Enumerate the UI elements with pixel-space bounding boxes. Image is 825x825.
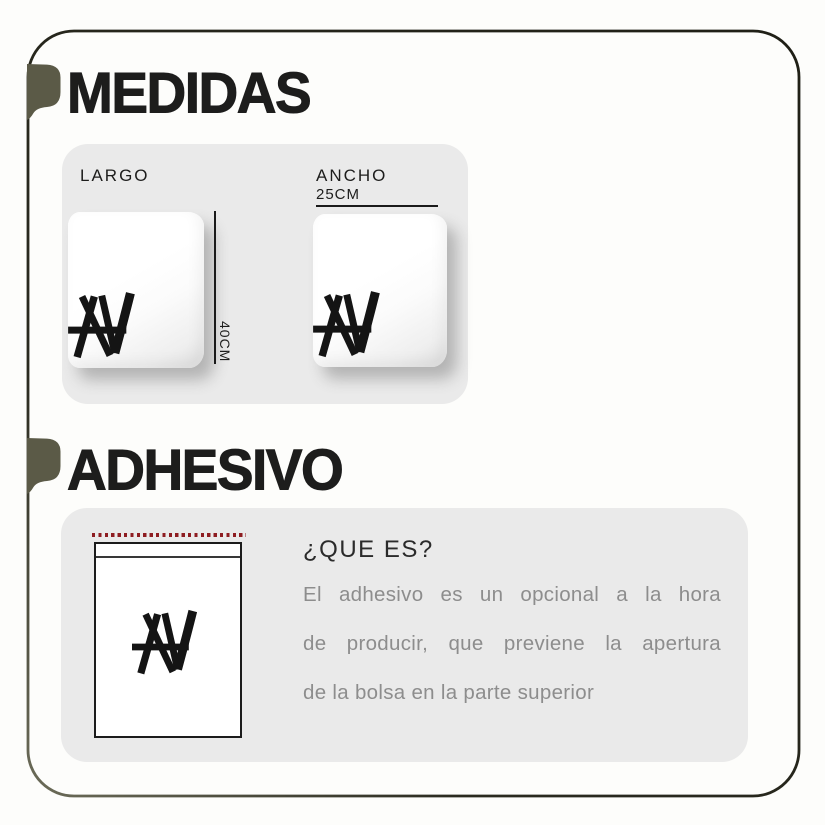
- question-heading: ¿QUE ES?: [303, 536, 434, 563]
- adhesivo-heading: ADHESIVO: [67, 436, 343, 502]
- medidas-heading: MEDIDAS: [67, 59, 311, 125]
- mailer-bag-image-ancho: [313, 214, 447, 367]
- ancho-label: ANCHO: [316, 166, 388, 185]
- description-text: [303, 570, 721, 717]
- mailer-bag-image-largo: [68, 212, 204, 368]
- section-tab-medidas: [27, 64, 63, 120]
- description-line: El adhesivo es un opcional a la hora: [303, 583, 721, 606]
- av-monogram-icon: [68, 288, 146, 364]
- adhesive-tear-dotted-line: [92, 533, 246, 537]
- largo-label: LARGO: [80, 166, 150, 185]
- largo-dimension-line: [214, 211, 216, 364]
- bag-diagram: [94, 542, 242, 738]
- av-monogram-icon: [128, 606, 208, 680]
- largo-dimension-value: 40CM: [217, 321, 233, 363]
- ancho-dimension-value: 25CM: [316, 186, 361, 203]
- description-line: de producir, que previene la apertura: [303, 632, 721, 655]
- description-line: de la bolsa en la parte superior: [303, 681, 595, 704]
- medidas-panel: [62, 144, 468, 404]
- section-tab-adhesivo: [27, 438, 63, 494]
- adhesivo-panel: [61, 508, 748, 762]
- ancho-dimension-line: [316, 205, 438, 207]
- av-monogram-icon: [313, 287, 391, 363]
- adhesive-strip-line: [96, 556, 240, 558]
